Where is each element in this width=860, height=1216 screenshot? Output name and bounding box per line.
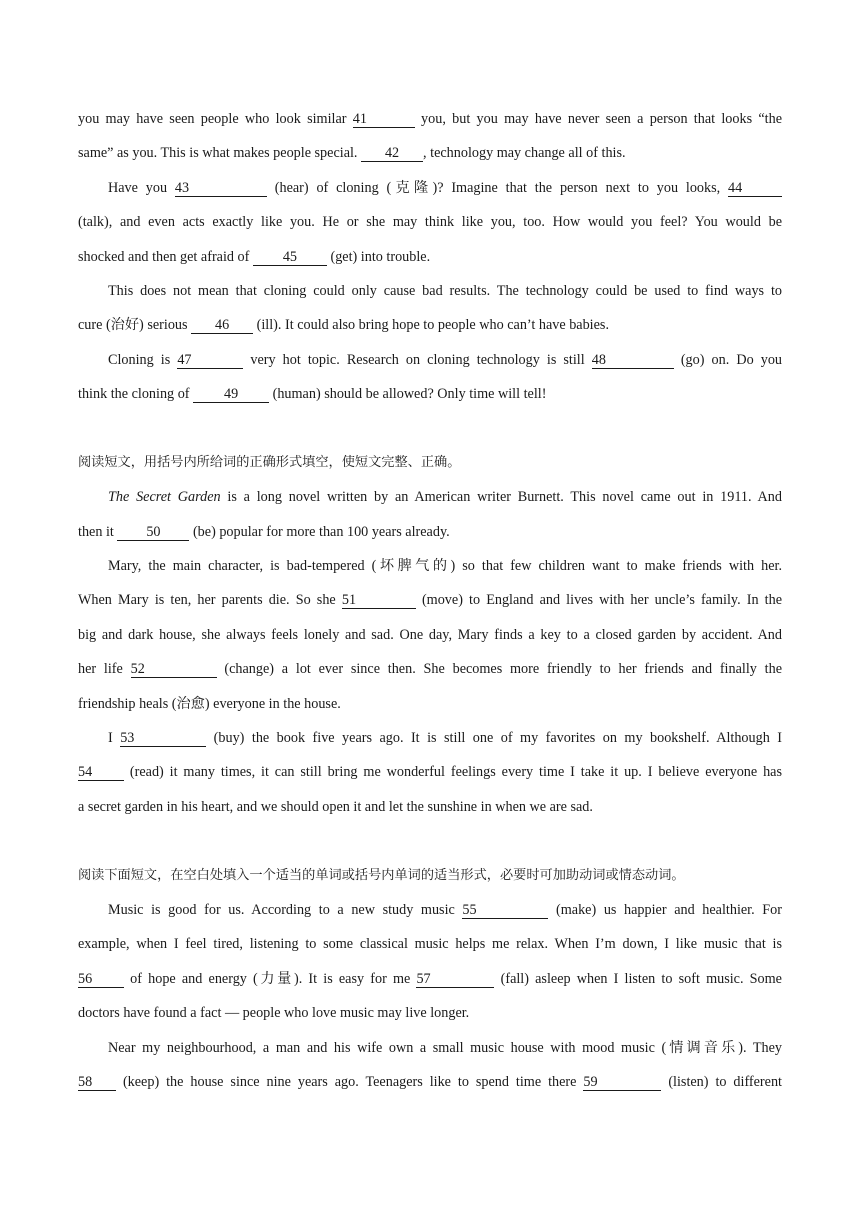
text-line: Cloning is 47 very hot topic. Research on cloning technology is still 48 (go) on. Do you [108, 351, 783, 368]
passage-music [78, 859, 782, 1100]
blank-44[interactable]: 44 [728, 180, 782, 197]
text-line: doctors have found a fact — people who love music may live longer. [78, 1005, 470, 1022]
blank-56[interactable]: 56 [78, 971, 124, 988]
blank-58[interactable]: 58 [78, 1074, 116, 1091]
blank-55[interactable]: 55 [462, 902, 548, 919]
blank-42[interactable]: 42 [361, 145, 423, 162]
book-title: The Secret Garden [108, 489, 221, 506]
text-line: 58 (keep) the house since nine years ago. Teenagers like to spend time there 59 (listen) to different [78, 1073, 782, 1090]
text-line: Have you 43 (hear) of cloning (克隆)? Imagine that the person next to you looks, 44 [78, 171, 782, 205]
text-line: you may have seen people who look similar 41 you, but you may have never seen a person that looks “the [78, 111, 783, 127]
document-page [78, 102, 782, 1099]
text-line: The Secret Garden is a long novel written by an American writer Burnett. This novel came out in 1911. And [108, 489, 782, 506]
blank-57[interactable]: 57 [416, 971, 494, 988]
text-line: a secret garden in his heart, and we should open it and let the sunshine in when we are sad. [78, 798, 593, 815]
blank-54[interactable]: 54 [78, 764, 124, 781]
text-line: example, when I feel tired, listening to some classical music helps me relax. When I’m down, I like music that is [78, 936, 782, 953]
text-line: This does not mean that cloning could only cause bad results. The technology could be used to find ways to [108, 282, 782, 299]
passage-secret-garden [78, 446, 782, 824]
text-line: Near my neighbourhood, a man and his wife own a small music house with mood music (情调音乐). They [108, 1039, 782, 1056]
passage-cloning [78, 102, 782, 412]
text-line: Mary, the main character, is bad-tempered (坏脾气的) so that few children want to make friends with her. [108, 558, 782, 575]
text-line: cure (治好) serious 46 (ill). It could also bring hope to people who can’t have babies. [78, 317, 609, 334]
blank-51[interactable]: 51 [342, 592, 416, 609]
text-line: her life 52 (change) a lot ever since then. She becomes more friendly to her friends and finally the [78, 661, 782, 678]
blank-50[interactable]: 50 [117, 524, 189, 541]
text-line: I 53 (buy) the book five years ago. It is still one of my favorites on my bookshelf. Although I [108, 730, 782, 747]
blank-45[interactable]: 45 [253, 249, 327, 266]
text-line: think the cloning of 49 (human) should be allowed? Only time will tell! [78, 386, 547, 403]
instruction: 阅读短文，用括号内所给词的正确形式填空，使短文完整、正确。 [78, 454, 461, 470]
text-line: big and dark house, she always feels lonely and sad. One day, Mary finds a key to a closed garden by accident. And [78, 626, 782, 643]
blank-49[interactable]: 49 [193, 386, 269, 403]
text-line: 54 (read) it many times, it can still bring me wonderful feelings every time I take it up. I believe everyone has [78, 764, 782, 781]
blank-43[interactable]: 43 [175, 180, 267, 197]
blank-47[interactable]: 47 [177, 352, 243, 369]
text-line: shocked and then get afraid of 45 (get) into trouble. [78, 248, 431, 265]
blank-59[interactable]: 59 [583, 1074, 661, 1091]
text-line: When Mary is ten, her parents die. So she 51 (move) to England and lives with her uncle’s family. In the [78, 592, 782, 609]
text-line: friendship heals (治愈) everyone in the house. [78, 695, 341, 712]
blank-46[interactable]: 46 [191, 317, 253, 334]
text-line: then it 50 (be) popular for more than 100 years already. [78, 523, 450, 540]
blank-52[interactable]: 52 [131, 661, 217, 678]
blank-41[interactable]: 41 [353, 111, 415, 128]
instruction: 阅读下面短文，在空白处填入一个适当的单词或括号内单词的适当形式，必要时可加助动词或情态动词。 [78, 867, 685, 883]
text-line: (talk), and even acts exactly like you. He or she may think like you, too. How would you feel? You would be [78, 214, 782, 231]
text-line: same” as you. This is what makes people special. 42 , technology may change all of this. [78, 145, 626, 162]
text-line: 56 of hope and energy (力量). It is easy for me 57 (fall) asleep when I listen to soft music. Some [78, 970, 782, 987]
text-line: Music is good for us. According to a new study music 55 (make) us happier and healthier. For [108, 901, 782, 918]
blank-53[interactable]: 53 [120, 730, 206, 747]
blank-48[interactable]: 48 [592, 352, 674, 369]
